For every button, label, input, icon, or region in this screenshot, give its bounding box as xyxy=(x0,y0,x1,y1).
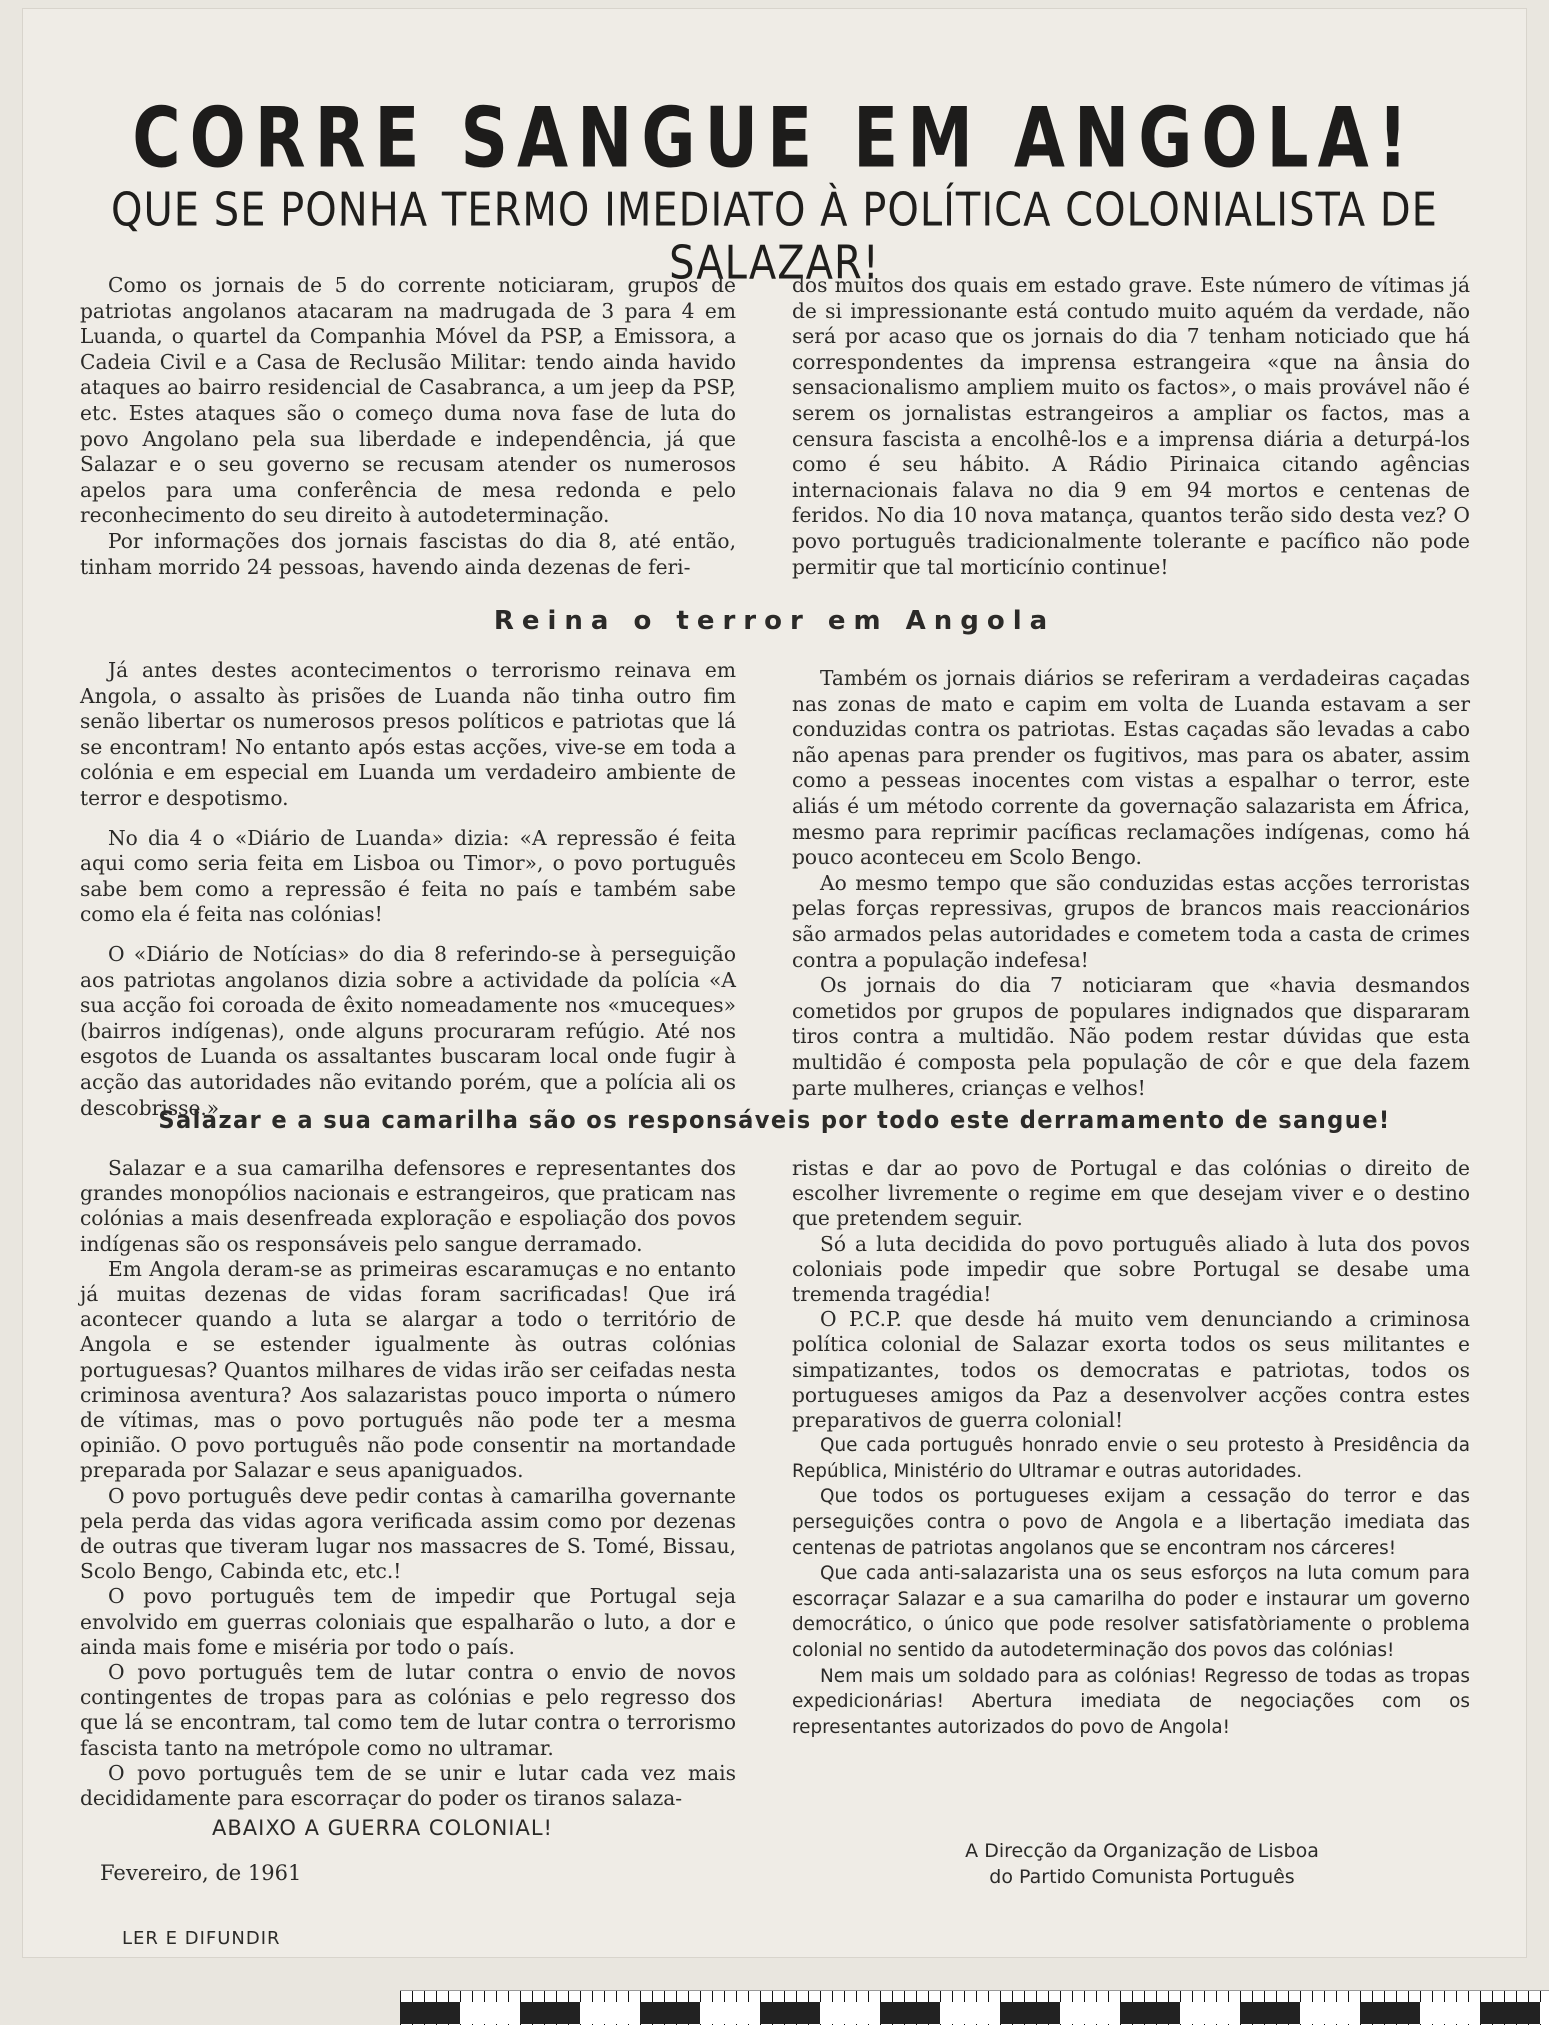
paragraph: O «Diário de Notícias» do dia 8 referindo-se à perseguição aos patriotas angolanos dizia sobre a actividade da polícia «A sua acção foi coroada de êxito nomeadamente nos «muceques» (bairros indígenas), onde alguns procuraram refúgio. Até nos esgotos de Luanda os assaltantes buscaram local onde fugir à acção das autoridades não evitando porém, que a polícia ali os descobrisse.» xyxy=(80,941,736,1120)
paragraph: Que cada português honrado envie o seu protesto à Presidência da República, Ministério do Ultramar e outras autoridades. xyxy=(792,1435,1470,1482)
paragraph: Que todos os portugueses exijam a cessação do terror e das perseguições contra o povo de Angola e a libertação imediata das centenas de patriotas angolanos que se encontram nos cárceres! xyxy=(792,1486,1470,1559)
subheadline: QUE SE PONHA TERMO IMEDIATO À POLÍTICA COLONIALISTA DE SALAZAR! xyxy=(111,184,1438,290)
signature-block xyxy=(882,1838,1402,1890)
paragraph: Como os jornais de 5 do corrente noticiaram, grupos de patriotas angolanos atacaram na madrugada de 3 para 4 em Luanda, o quartel da Companhia Móvel da PSP, a Emissora, a Cadeia Civil e a Casa de Reclusão Militar: tendo ainda havido ataques ao bairro residencial de Casabranca, a um jeep da PSP, etc. Estes ataques são o começo duma nova fase de luta do povo Angolano pela sua liberdade e independência, já que Salazar e o seu governo se recusam atender os numerosos apelos para uma conferência de mesa redonda e pelo reconhecimento do seu direito à autodeterminação. xyxy=(80,273,736,528)
section1-right-column xyxy=(792,273,1470,580)
section2-left-column xyxy=(80,658,736,1121)
paragraph: O povo português deve pedir contas à camarilha governante pela perda das vidas agora verificada assim como por dezenas de outras que tiveram lugar nos massacres de S. Tomé, Bissau, Scolo Bengo, Cabinda etc, etc.! xyxy=(80,1483,736,1584)
headline: CORRE SANGUE EM ANGOLA! xyxy=(132,90,1417,187)
signature-line: A Direcção da Organização de Lisboa xyxy=(965,1840,1319,1862)
section-heading-responsibility: Salazar e a sua camarilha são os responsáveis por todo este derramamento de sangue! xyxy=(158,1106,1391,1134)
paragraph: Salazar e a sua camarilha defensores e representantes dos grandes monopólios nacionais e estrangeiros, que praticam nas colónias a mais desenfreada exploração e espoliação dos povos indígenas são os responsáveis pelo sangue derramado. xyxy=(80,1156,736,1256)
paragraph: O povo português tem de se unir e lutar cada vez mais decididamente para escorraçar do poder os tiranos salaza- xyxy=(80,1760,736,1811)
paragraph: Ao mesmo tempo que são conduzidas estas acções terroristas pelas forças repressivas, grupos de brancos mais reaccionários são armados pelas autoridades e cometem toda a casta de crimes contra a população indefesa! xyxy=(792,870,1470,972)
scale-ruler-blocks xyxy=(400,2002,1549,2024)
paragraph: Já antes destes acontecimentos o terrorismo reinava em Angola, o assalto às prisões de Luanda não tinha outro fim senão libertar os numerosos presos políticos e patriotas que lá se encontram! No entanto após estas acções, vive-se em toda a colónia e em especial em Luanda um verdadeiro ambiente de terror e despotismo. xyxy=(80,658,736,810)
paragraph: Os jornais do dia 7 noticiaram que «havia desmandos cometidos por grupos de populares indignados que dispararam tiros contra a multidão. Não podem restar dúvidas que esta multidão é composta pela população de côr e que dela fazem parte mulheres, crianças e velhos! xyxy=(792,973,1470,1100)
section2-right-column xyxy=(792,666,1470,1101)
paragraph: dos muitos dos quais em estado grave. Este número de vítimas já de si impressionante está contudo muito aquém da verdade, não será por acaso que os jornais do dia 7 tenham noticiado que há correspondentes da imprensa estrangeira «que na ânsia do sensacionalismo ampliem muito os factos», o mais provável não é serem os jornalistas estrangeiros a ampliar os factos, mas a censura fascista a encolhê-los e a imprensa diária a deturpá-los como é seu hábito. A Rádio Pirinaica citando agências internacionais falava no dia 9 em 94 mortos e centenas de feridos. No dia 10 nova matança, quantos terão sido desta vez? O povo português tradicionalmente tolerante e pacífico não pode permitir que tal morticínio continue! xyxy=(792,273,1470,579)
section-heading-terror: Reina o terror em Angola xyxy=(493,606,1056,636)
paragraph: Por informações dos jornais fascistas do dia 8, até então, tinham morrido 24 pessoas, havendo ainda dezenas de feri- xyxy=(80,528,736,579)
section3-left-column xyxy=(80,1156,736,1811)
paragraph: Em Angola deram-se as primeiras escaramuças e no entanto já muitas dezenas de vidas foram sacrificadas! Que irá acontecer quando a luta se alargar a todo o território de Angola e se estender igualmente às outras colónias portuguesas? Quantos milhares de vidas irão ser ceifadas nesta criminosa aventura? Aos salazaristas pouco importa o número de vítimas, mas o povo português não pode ter a mesma opinião. O povo português não pode consentir na mortandade preparada por Salazar e seus apaniguados. xyxy=(80,1256,736,1483)
paragraph: O povo português tem de lutar contra o envio de novos contingentes de tropas para as colónias e pelo regresso dos que lá se encontram, tal como tem de lutar contra o terrorismo fascista tanto na metrópole como no ultramar. xyxy=(80,1660,736,1760)
paragraph: Nem mais um soldado para as colónias! Regresso de todas as tropas expedicionárias! Abertura imediata de negociações com os representantes autorizados do povo de Angola! xyxy=(792,1665,1470,1738)
signature-line: do Partido Comunista Português xyxy=(989,1866,1295,1888)
read-and-spread: LER E DIFUNDIR xyxy=(122,1928,281,1949)
slogan: ABAIXO A GUERRA COLONIAL! xyxy=(212,1816,553,1840)
paragraph: ristas e dar ao povo de Portugal e das colónias o direito de escolher livremente o regime em que desejam viver e o destino que pretendem seguir. xyxy=(792,1156,1470,1231)
paragraph: Que cada anti-salazarista una os seus esforços na luta comum para escorraçar Salazar e a sua camarilha do poder e instaurar um governo democrático, o único que pode resolver satisfatòriamente o problema colonial no sentido da autodeterminação dos povos das colónias! xyxy=(792,1563,1470,1661)
paragraph: No dia 4 o «Diário de Luanda» dizia: «A repressão é feita aqui como seria feita em Lisboa ou Timor», o povo português sabe bem como a repressão é feita no país e também sabe como ela é feita nas colónias! xyxy=(80,825,736,927)
paragraph: O povo português tem de impedir que Portugal seja envolvido em guerras coloniais que espalharão o luto, a dor e ainda mais fome e miséria por todo o país. xyxy=(80,1584,736,1659)
section3-right-column xyxy=(792,1156,1470,1740)
section1-left-column xyxy=(80,273,736,580)
paragraph: Só a luta decidida do povo português aliado à luta dos povos coloniais pode impedir que sobre Portugal se desabe uma tremenda tragédia! xyxy=(792,1231,1470,1307)
date-line: Fevereiro, de 1961 xyxy=(100,1861,302,1885)
leaflet-page xyxy=(22,8,1527,1958)
paragraph: O P.C.P. que desde há muito vem denunciando a criminosa política colonial de Salazar exorta todos os seus militantes e simpatizantes, todos os democratas e patriotas, todos os portugueses amigos da Paz a desenvolver acções contra estes preparativos de guerra colonial! xyxy=(792,1307,1470,1433)
paragraph: Também os jornais diários se referiram a verdadeiras caçadas nas zonas de mato e capim em volta de Luanda estavam a ser conduzidas contra os patriotas. Estas caçadas são levadas a cabo não apenas para prender os fugitivos, mas para os abater, assim como a pesseas inocentes com vistas a espalhar o terror, este aliás é um método corrente da governação salazarista em África, mesmo para reprimir pacíficas reclamações indígenas, como há pouco aconteceu em Scolo Bengo. xyxy=(792,666,1470,870)
